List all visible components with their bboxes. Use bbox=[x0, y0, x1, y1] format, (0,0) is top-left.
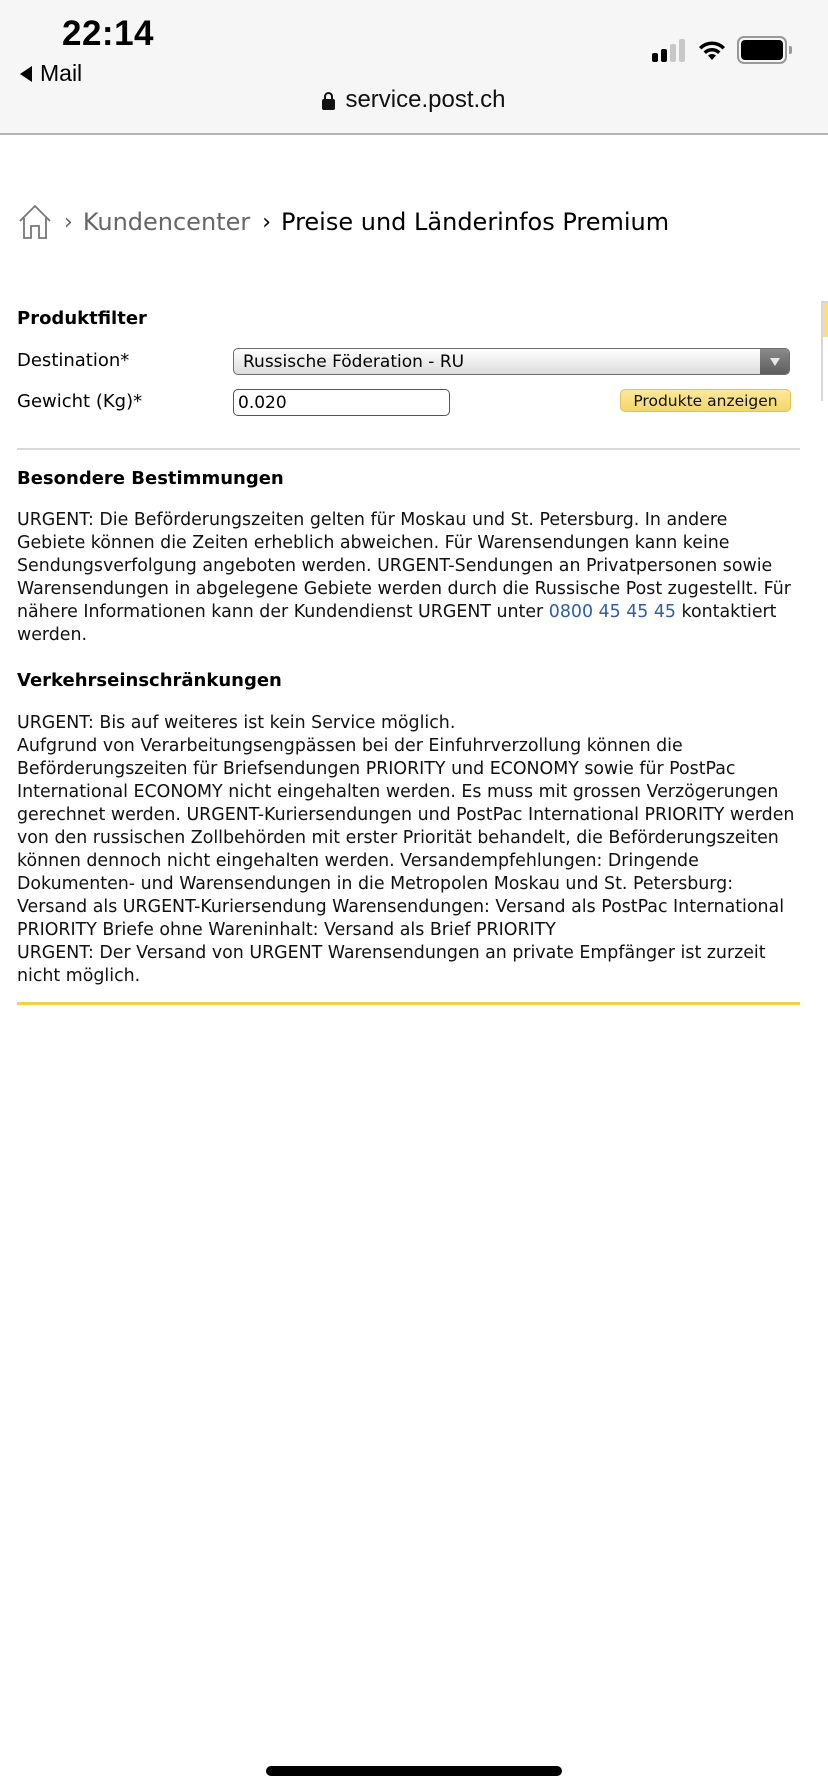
text-line: International ECONOMY nicht eingehalten werden. Es muss mit grossen Verzögerungen bbox=[17, 782, 779, 802]
dropdown-arrow-icon bbox=[760, 349, 789, 374]
cellular-signal-icon bbox=[652, 38, 685, 62]
breadcrumb-separator: › bbox=[64, 209, 73, 235]
yellow-divider bbox=[17, 1002, 800, 1005]
battery-icon bbox=[737, 36, 792, 64]
text-line: Gebiete können die Zeiten erheblich abweichen. Für Warensendungen kann keine bbox=[17, 533, 730, 553]
address-bar[interactable] bbox=[0, 86, 828, 114]
divider bbox=[17, 448, 800, 450]
text-line: von den russischen Zollbehörden mit erster Priorität behandelt, die Beförderungszeiten bbox=[17, 828, 779, 848]
text-line: PRIORITY Briefe ohne Wareninhalt: Versand als Brief PRIORITY bbox=[17, 920, 556, 940]
breadcrumb-current-page: Preise und Länderinfos Premium bbox=[281, 208, 670, 236]
traffic-restrictions-title: Verkehrseinschränkungen bbox=[17, 670, 282, 691]
text-line: gerechnet werden. URGENT-Kuriersendungen und PostPac International PRIORITY werden bbox=[17, 805, 795, 825]
destination-label: Destination* bbox=[17, 350, 130, 371]
text-line: nicht möglich. bbox=[17, 966, 141, 986]
url-text: service.post.ch bbox=[345, 86, 506, 113]
status-time: 22:14 bbox=[62, 14, 155, 53]
status-icons bbox=[652, 36, 792, 64]
special-provisions-title: Besondere Bestimmungen bbox=[17, 468, 284, 489]
home-icon[interactable] bbox=[18, 204, 52, 240]
side-panel-tab[interactable] bbox=[821, 301, 828, 401]
text-line: Dokumenten- und Warensendungen in die Metropolen Moskau und St. Petersburg: bbox=[17, 874, 734, 894]
text-line: URGENT: Bis auf weiteres ist kein Service möglich. bbox=[17, 713, 456, 733]
breadcrumb-separator: › bbox=[262, 209, 272, 235]
text-line: können dennoch nicht eingehalten werden. Versandempfehlungen: Dringende bbox=[17, 851, 699, 871]
traffic-restrictions-text bbox=[17, 712, 807, 988]
text-line: Warensendungen in abgelegene Gebiete werden durch die Russische Post zugestellt. Für bbox=[17, 579, 791, 599]
product-filter-title: Produktfilter bbox=[17, 308, 147, 329]
destination-select[interactable] bbox=[233, 348, 790, 375]
browser-top-bar bbox=[0, 0, 828, 135]
text-line: Versand als URGENT-Kuriersendung Warensendungen: Versand als PostPac International bbox=[17, 897, 785, 917]
text-line bbox=[17, 601, 807, 624]
text-line: URGENT: Der Versand von URGENT Warensendungen an private Empfänger ist zurzeit bbox=[17, 943, 766, 963]
home-indicator[interactable] bbox=[266, 1766, 562, 1776]
text-line: Beförderungszeiten für Briefsendungen PRIORITY und ECONOMY sowie für PostPac bbox=[17, 759, 736, 779]
back-triangle-icon bbox=[20, 66, 32, 82]
special-provisions-text bbox=[17, 509, 807, 647]
phone-link[interactable]: 0800 45 45 45 bbox=[548, 602, 676, 622]
breadcrumb bbox=[18, 204, 669, 240]
back-app-label: Mail bbox=[40, 60, 83, 86]
text-line: URGENT: Die Beförderungszeiten gelten für Moskau und St. Petersburg. In andere bbox=[17, 510, 728, 530]
text-segment: kontaktiert bbox=[675, 602, 777, 622]
text-segment: nähere Informationen kann der Kundendienst URGENT unter bbox=[17, 602, 549, 622]
breadcrumb-kundencenter[interactable]: Kundencenter bbox=[82, 208, 251, 236]
text-line: Aufgrund von Verarbeitungsengpässen bei der Einfuhrverzollung können die bbox=[17, 736, 683, 756]
weight-input[interactable] bbox=[233, 389, 450, 416]
show-products-button[interactable]: Produkte anzeigen bbox=[620, 389, 791, 412]
weight-label: Gewicht (Kg)* bbox=[17, 391, 143, 412]
destination-selected-value: Russische Föderation - RU bbox=[243, 351, 465, 372]
text-line: Sendungsverfolgung angeboten werden. URGENT-Sendungen an Privatpersonen sowie bbox=[17, 556, 773, 576]
lock-icon bbox=[322, 92, 335, 110]
text-line: werden. bbox=[17, 625, 88, 645]
back-to-app-button[interactable] bbox=[20, 60, 82, 87]
wifi-icon bbox=[697, 38, 727, 62]
